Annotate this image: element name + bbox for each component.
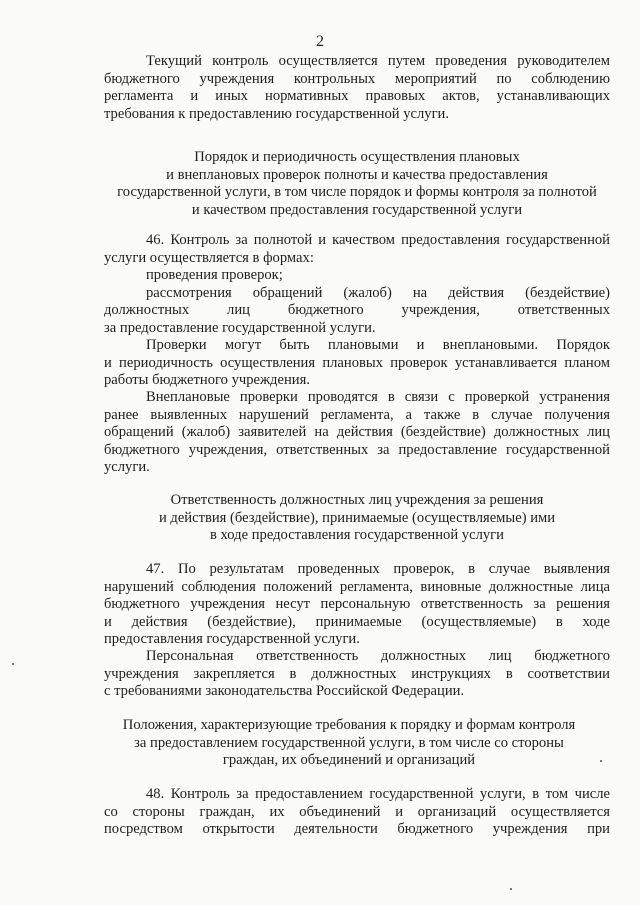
section-heading-inspections bbox=[96, 149, 618, 219]
text-line: с требованиями законодательства Российской Федерации. bbox=[104, 683, 465, 699]
text-line: ранее выявленных нарушений регламента, а также в случае получения bbox=[104, 406, 610, 423]
text-line: 46. Контроль за полнотой и качеством предоставления государственной bbox=[146, 232, 610, 248]
text-line: бюджетного учреждения, ответственных за предоставление государственной bbox=[104, 441, 610, 458]
heading-line: в ходе предоставления государственной услуги bbox=[210, 527, 504, 543]
text-line: предоставления государственной услуги. bbox=[104, 631, 360, 647]
text-line: со стороны граждан, их объединений и организаций осуществляется bbox=[104, 803, 610, 820]
scan-speck bbox=[510, 888, 512, 890]
heading-line: за предоставлением государственной услуги, в том числе со стороны bbox=[134, 734, 564, 751]
text-line: должностных лиц бюджетного учреждения, ответственных bbox=[104, 302, 610, 318]
heading-line: и внеплановых проверок полноты и качества предоставления bbox=[166, 166, 548, 183]
text-line: Проверки могут быть плановыми и внеплановыми. Порядок bbox=[146, 337, 610, 353]
paragraph-personal-responsibility bbox=[104, 648, 610, 701]
text-line: посредством открытости деятельности бюджетного учреждения при bbox=[104, 821, 610, 837]
paragraph-48 bbox=[104, 786, 610, 839]
text-line: 48. Контроль за предоставлением государственной услуги, в том числе bbox=[146, 786, 610, 802]
text-line: и периодичность осуществления плановых проверок устанавливается планом bbox=[104, 354, 610, 371]
text-line: бюджетного учреждения контрольных мероприятий по соблюдению bbox=[104, 70, 610, 87]
heading-line: граждан, их объединений и организаций bbox=[222, 752, 476, 768]
text-line: нарушений соблюдения положений регламента, виновные должностные лица bbox=[104, 578, 610, 595]
section-heading-citizen-control bbox=[88, 717, 610, 770]
text-line: учреждения закрепляется в должностных инструкциях в соответствии bbox=[104, 665, 610, 682]
text-line: Внеплановые проверки проводятся в связи с проверкой устранения bbox=[146, 389, 610, 405]
text-line: регламента и иных нормативных правовых актов, устанавливающих bbox=[104, 88, 610, 104]
heading-line: Порядок и периодичность осуществления плановых bbox=[194, 149, 520, 165]
heading-line: Ответственность должностных лиц учреждения за решения bbox=[170, 492, 544, 508]
paragraph-unplanned-checks bbox=[104, 389, 610, 477]
heading-line: государственной услуги, в том числе порядок и формы контроля за полнотой bbox=[117, 184, 597, 200]
paragraph-current-control bbox=[104, 53, 610, 123]
scan-speck bbox=[12, 663, 14, 665]
text-line: требования к предоставлению государственной услуги. bbox=[104, 105, 450, 122]
text-line: услуги. bbox=[104, 459, 150, 475]
heading-line: и качеством предоставления государственной услуги bbox=[191, 201, 523, 218]
text-line: и действия (бездействие), принимаемые (осуществляемые) в ходе bbox=[104, 613, 610, 630]
text-line: Персональная ответственность должностных лиц бюджетного bbox=[146, 648, 610, 664]
heading-line: и действия (бездействие), принимаемые (осуществляемые) ими bbox=[158, 509, 556, 526]
text-line: за предоставление государственной услуги. bbox=[104, 319, 376, 336]
text-line: Текущий контроль осуществляется путем проведения руководителем bbox=[146, 53, 610, 69]
text-line: проведения проверок; bbox=[146, 267, 283, 283]
paragraph-47 bbox=[104, 561, 610, 649]
text-line: рассмотрения обращений (жалоб) на действия (бездействие) bbox=[146, 284, 610, 301]
text-line: обращений (жалоб) заявителей на действия (бездействие) должностных лиц bbox=[104, 424, 610, 440]
scan-speck bbox=[600, 760, 602, 762]
page-number: 2 bbox=[316, 33, 324, 50]
text-line: работы бюджетного учреждения. bbox=[104, 372, 310, 388]
paragraph-46 bbox=[104, 232, 610, 337]
heading-line: Положения, характеризующие требования к порядку и формам контроля bbox=[122, 717, 576, 733]
text-line: услуги осуществляется в формах: bbox=[104, 249, 314, 266]
text-line: 47. По результатам проведенных проверок, в случае выявления bbox=[146, 561, 610, 577]
paragraph-checks bbox=[104, 337, 610, 390]
section-heading-responsibility bbox=[96, 492, 618, 545]
text-line: бюджетного учреждения несут персональную ответственность за решения bbox=[104, 596, 610, 612]
